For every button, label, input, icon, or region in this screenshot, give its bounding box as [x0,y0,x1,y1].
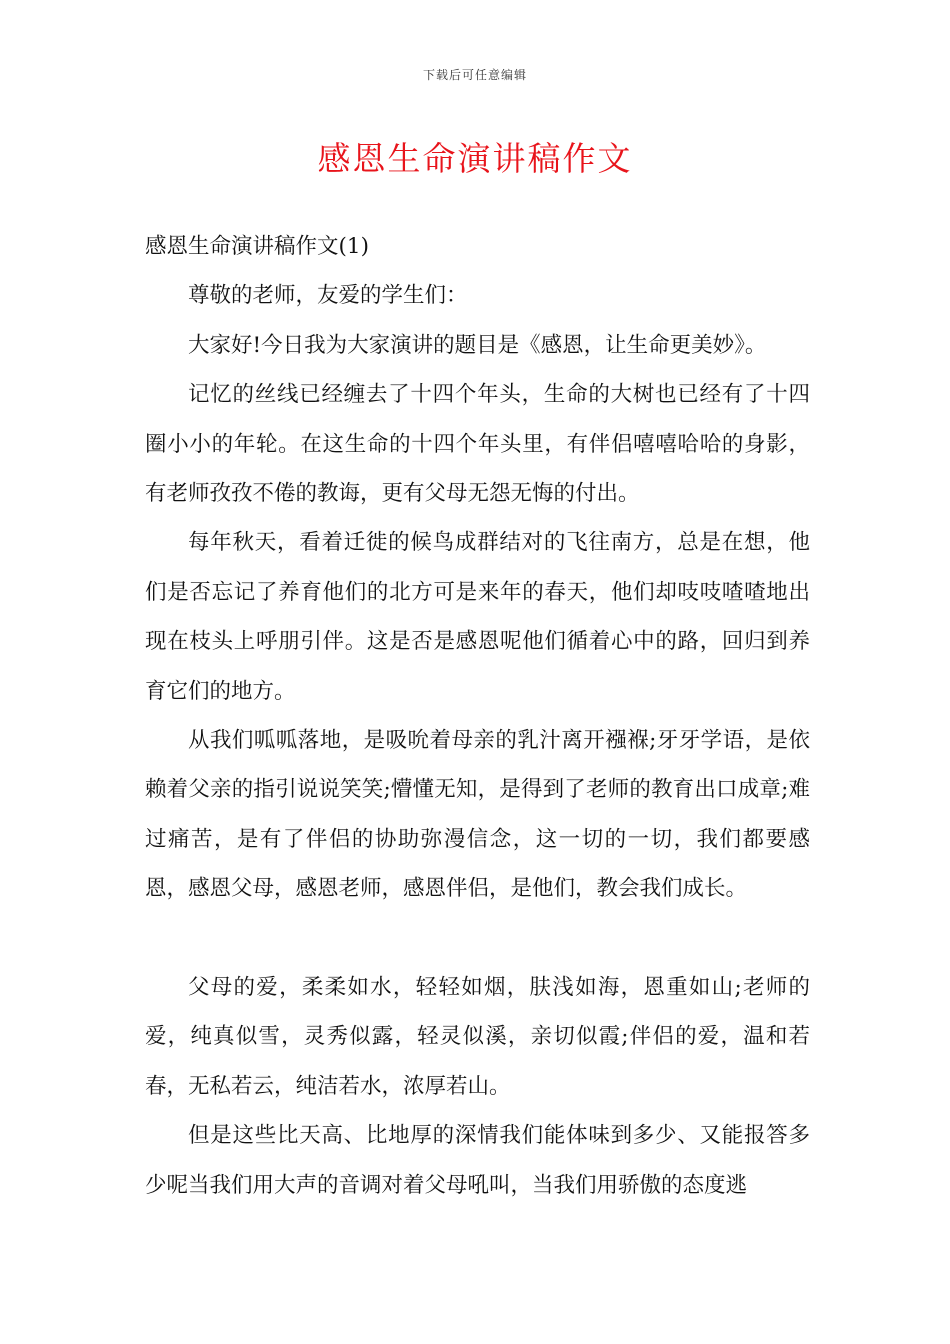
paragraph-spacer [145,914,810,963]
section-heading: 感恩生命演讲稿作文(1) [145,234,369,259]
paragraph-growth: 从我们呱呱落地，是吸吮着母亲的乳汁离开襁褓;牙牙学语，是依赖着父亲的指引说说笑笑;懵懂无知，是得到了老师的教育出口成章;难过痛苦，是有了伴侣的协助弥漫信念，这一切的一切，我们都要感恩，感恩父母，感恩老师，感恩伴侣，是他们，教会我们成长。 [145,728,810,902]
paragraph-love: 父母的爱，柔柔如水，轻轻如烟，肤浅如海，恩重如山;老师的爱，纯真似雪，灵秀似露，轻灵似溪，亲切似霞;伴侣的爱，温和若春，无私若云，纯洁若水，浓厚若山。 [145,975,810,1099]
paragraph-memory: 记忆的丝线已经缠去了十四个年头，生命的大树也已经有了十四圈小小的年轮。在这生命的十四个年头里，有伴侣嘻嘻哈哈的身影，有老师孜孜不倦的教诲，更有父母无怨无悔的付出。 [145,382,810,507]
paragraph-reflection: 但是这些比天高、比地厚的深情我们能体味到多少、又能报答多少呢当我们用大声的音调对着父母吼叫，当我们用骄傲的态度逃 [145,1123,810,1198]
document-body [145,222,810,1210]
paragraph-opening: 大家好!今日我为大家演讲的题目是《感恩，让生命更美妙》。 [188,332,767,358]
paragraph-autumn: 每年秋天，看着迁徙的候鸟成群结对的飞往南方，总是在想，他们是否忘记了养育他们的北方可是来年的春天，他们却吱吱喳喳地出现在枝头上呼朋引伴。这是否是感恩呢他们循着心中的路，回归到养育它们的地方。 [145,530,810,704]
header-note: 下载后可任意编辑 [422,68,527,82]
document-title: 感恩生命演讲稿作文 [317,139,633,178]
paragraph-greeting: 尊敬的老师，友爱的学生们： [188,283,468,309]
